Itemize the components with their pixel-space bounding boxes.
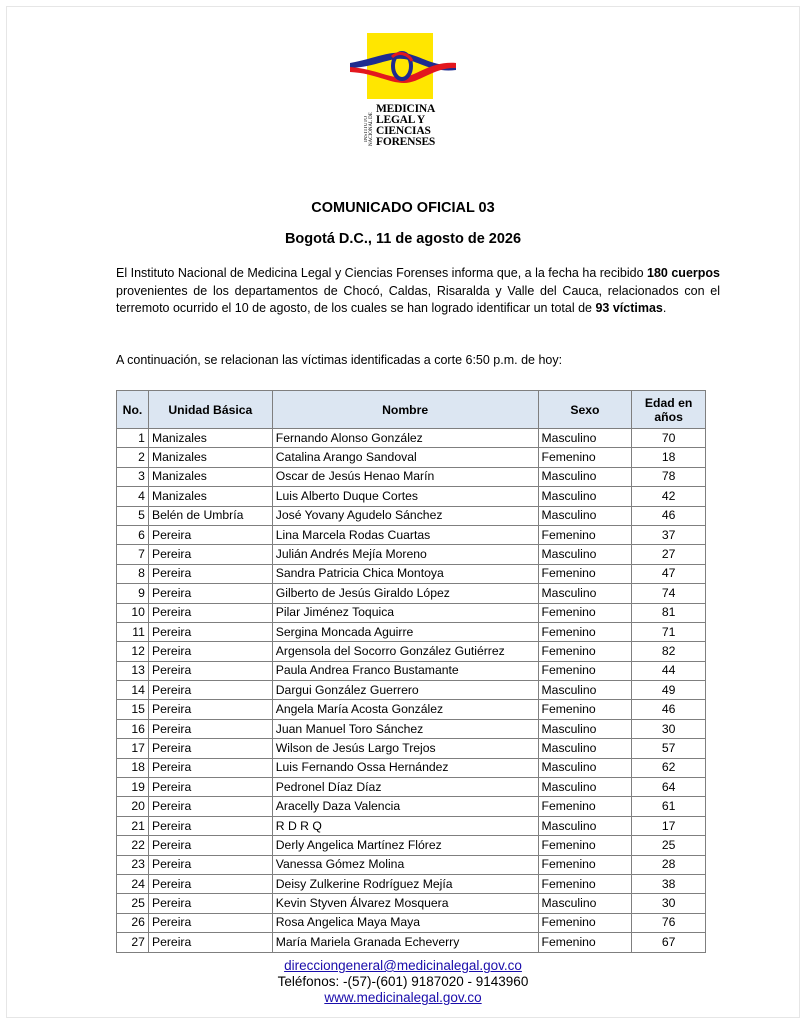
cell-no: 17 xyxy=(117,739,149,758)
cell-sexo: Femenino xyxy=(538,525,632,544)
cell-sexo: Femenino xyxy=(538,603,632,622)
cell-nombre: Fernando Alonso González xyxy=(272,429,538,448)
cell-sexo: Femenino xyxy=(538,797,632,816)
email-link[interactable]: direcciongeneral@medicinalegal.gov.co xyxy=(284,958,522,973)
cell-unidad: Pereira xyxy=(148,642,272,661)
cell-no: 23 xyxy=(117,855,149,874)
table-row xyxy=(117,719,706,738)
table-row xyxy=(117,933,706,952)
cell-no: 21 xyxy=(117,816,149,835)
table-row xyxy=(117,739,706,758)
table-row xyxy=(117,874,706,893)
cell-nombre: Derly Angelica Martínez Flórez xyxy=(272,836,538,855)
cell-edad: 64 xyxy=(632,778,706,797)
cell-sexo: Femenino xyxy=(538,700,632,719)
cell-edad: 30 xyxy=(632,894,706,913)
cell-no: 10 xyxy=(117,603,149,622)
cell-edad: 61 xyxy=(632,797,706,816)
cell-sexo: Femenino xyxy=(538,642,632,661)
cell-sexo: Masculino xyxy=(538,778,632,797)
table-row xyxy=(117,642,706,661)
cell-unidad: Manizales xyxy=(148,448,272,467)
institute-logo xyxy=(348,33,460,155)
cell-unidad: Pereira xyxy=(148,661,272,680)
header-edad: Edad en años xyxy=(632,391,706,429)
table-row xyxy=(117,584,706,603)
table-row xyxy=(117,816,706,835)
cell-no: 15 xyxy=(117,700,149,719)
cell-unidad: Manizales xyxy=(148,429,272,448)
cell-unidad: Pereira xyxy=(148,681,272,700)
cell-sexo: Masculino xyxy=(538,584,632,603)
cell-no: 6 xyxy=(117,525,149,544)
cell-sexo: Masculino xyxy=(538,894,632,913)
table-row xyxy=(117,855,706,874)
cell-nombre: Sandra Patricia Chica Montoya xyxy=(272,564,538,583)
cell-unidad: Pereira xyxy=(148,525,272,544)
cell-unidad: Pereira xyxy=(148,797,272,816)
header-sexo: Sexo xyxy=(538,391,632,429)
table-row xyxy=(117,836,706,855)
cell-sexo: Femenino xyxy=(538,874,632,893)
header-nombre: Nombre xyxy=(272,391,538,429)
cell-sexo: Masculino xyxy=(538,429,632,448)
table-row xyxy=(117,467,706,486)
cell-edad: 76 xyxy=(632,913,706,932)
cell-nombre: Paula Andrea Franco Bustamante xyxy=(272,661,538,680)
cell-no: 5 xyxy=(117,506,149,525)
cell-unidad: Belén de Umbría xyxy=(148,506,272,525)
cell-unidad: Pereira xyxy=(148,564,272,583)
cell-sexo: Masculino xyxy=(538,487,632,506)
cell-sexo: Masculino xyxy=(538,467,632,486)
table-row xyxy=(117,797,706,816)
cell-nombre: Sergina Moncada Aguirre xyxy=(272,622,538,641)
cell-sexo: Femenino xyxy=(538,836,632,855)
table-row xyxy=(117,487,706,506)
cell-edad: 47 xyxy=(632,564,706,583)
list-intro-paragraph: A continuación, se relacionan las víctimas identificadas a corte 6:50 p.m. de hoy: xyxy=(116,353,563,367)
cell-no: 27 xyxy=(117,933,149,952)
cell-nombre: Angela María Acosta González xyxy=(272,700,538,719)
cell-sexo: Masculino xyxy=(538,545,632,564)
cell-sexo: Femenino xyxy=(538,661,632,680)
cell-nombre: Catalina Arango Sandoval xyxy=(272,448,538,467)
cell-no: 26 xyxy=(117,913,149,932)
cell-sexo: Femenino xyxy=(538,448,632,467)
cell-nombre: María Mariela Granada Echeverry xyxy=(272,933,538,952)
table-row xyxy=(117,913,706,932)
cell-edad: 62 xyxy=(632,758,706,777)
table-row xyxy=(117,681,706,700)
cell-nombre: Wilson de Jesús Largo Trejos xyxy=(272,739,538,758)
cell-nombre: Dargui González Guerrero xyxy=(272,681,538,700)
cell-no: 18 xyxy=(117,758,149,777)
cell-unidad: Pereira xyxy=(148,913,272,932)
cell-no: 1 xyxy=(117,429,149,448)
cell-nombre: Aracelly Daza Valencia xyxy=(272,797,538,816)
cell-nombre: Luis Alberto Duque Cortes xyxy=(272,487,538,506)
document-title: COMUNICADO OFICIAL 03 xyxy=(311,200,495,216)
cell-nombre: Oscar de Jesús Henao Marín xyxy=(272,467,538,486)
cell-no: 9 xyxy=(117,584,149,603)
cell-unidad: Pereira xyxy=(148,584,272,603)
cell-edad: 38 xyxy=(632,874,706,893)
cell-edad: 30 xyxy=(632,719,706,738)
cell-edad: 17 xyxy=(632,816,706,835)
intro-paragraph: El Instituto Nacional de Medicina Legal y Ciencias Forenses informa que, a la fecha ha recibido 180 cuerpos provenientes de los departamentos de Chocó, Caldas, Risaralda y Valle del Cauca, relacionados con el terremoto ocurrido el 10 de agosto, de los cuales se han logrado identificar un total de 93 víctimas. xyxy=(116,266,720,315)
cell-no: 19 xyxy=(117,778,149,797)
cell-unidad: Pereira xyxy=(148,874,272,893)
cell-nombre: Juan Manuel Toro Sánchez xyxy=(272,719,538,738)
cell-sexo: Femenino xyxy=(538,913,632,932)
cell-unidad: Pereira xyxy=(148,855,272,874)
cell-edad: 57 xyxy=(632,739,706,758)
logo-eye-icon xyxy=(348,47,460,87)
cell-no: 13 xyxy=(117,661,149,680)
cell-sexo: Femenino xyxy=(538,933,632,952)
cell-unidad: Manizales xyxy=(148,467,272,486)
cell-edad: 70 xyxy=(632,429,706,448)
victims-table xyxy=(116,390,706,953)
cell-no: 25 xyxy=(117,894,149,913)
table-row xyxy=(117,429,706,448)
website-link[interactable]: www.medicinalegal.gov.co xyxy=(324,990,482,1005)
table-row xyxy=(117,506,706,525)
cell-nombre: José Yovany Agudelo Sánchez xyxy=(272,506,538,525)
document-date: Bogotá D.C., 11 de agosto de 2026 xyxy=(284,231,522,247)
cell-nombre: Vanessa Gómez Molina xyxy=(272,855,538,874)
table-row xyxy=(117,894,706,913)
cell-unidad: Pereira xyxy=(148,836,272,855)
cell-unidad: Pereira xyxy=(148,622,272,641)
table-row xyxy=(117,525,706,544)
cell-edad: 42 xyxy=(632,487,706,506)
cell-edad: 25 xyxy=(632,836,706,855)
cell-no: 16 xyxy=(117,719,149,738)
cell-unidad: Pereira xyxy=(148,758,272,777)
cell-sexo: Masculino xyxy=(538,816,632,835)
phones-text: Teléfonos: -(57)-(601) 9187020 - 9143960 xyxy=(277,974,529,989)
cell-no: 3 xyxy=(117,467,149,486)
cell-nombre: R D R Q xyxy=(272,816,538,835)
cell-sexo: Masculino xyxy=(538,739,632,758)
cell-edad: 44 xyxy=(632,661,706,680)
table-row xyxy=(117,758,706,777)
cell-no: 12 xyxy=(117,642,149,661)
cell-sexo: Masculino xyxy=(538,506,632,525)
cell-edad: 81 xyxy=(632,603,706,622)
header-unidad: Unidad Básica xyxy=(148,391,272,429)
cell-sexo: Masculino xyxy=(538,681,632,700)
logo-vertical-text: INSTITUTO NACIONAL DE xyxy=(364,112,374,146)
cell-no: 14 xyxy=(117,681,149,700)
table-row xyxy=(117,622,706,641)
header-no: No. xyxy=(117,391,149,429)
table-row xyxy=(117,661,706,680)
cell-sexo: Femenino xyxy=(538,855,632,874)
logo-wordmark: MEDICINA LEGAL Y CIENCIAS FORENSES xyxy=(376,103,436,148)
table-row xyxy=(117,545,706,564)
table-row xyxy=(117,603,706,622)
cell-edad: 37 xyxy=(632,525,706,544)
cell-unidad: Pereira xyxy=(148,603,272,622)
cell-edad: 78 xyxy=(632,467,706,486)
table-row xyxy=(117,448,706,467)
cell-no: 22 xyxy=(117,836,149,855)
cell-no: 24 xyxy=(117,874,149,893)
cell-nombre: Rosa Angelica Maya Maya xyxy=(272,913,538,932)
cell-edad: 27 xyxy=(632,545,706,564)
cell-unidad: Pereira xyxy=(148,778,272,797)
cell-unidad: Pereira xyxy=(148,739,272,758)
cell-sexo: Masculino xyxy=(538,758,632,777)
cell-sexo: Masculino xyxy=(538,719,632,738)
cell-unidad: Pereira xyxy=(148,719,272,738)
cell-edad: 28 xyxy=(632,855,706,874)
cell-edad: 18 xyxy=(632,448,706,467)
cell-edad: 46 xyxy=(632,700,706,719)
cell-no: 4 xyxy=(117,487,149,506)
cell-unidad: Pereira xyxy=(148,700,272,719)
table-row xyxy=(117,778,706,797)
cell-nombre: Pedronel Díaz Díaz xyxy=(272,778,538,797)
cell-unidad: Pereira xyxy=(148,894,272,913)
table-header-row xyxy=(117,391,706,429)
cell-nombre: Gilberto de Jesús Giraldo López xyxy=(272,584,538,603)
cell-edad: 67 xyxy=(632,933,706,952)
cell-nombre: Luis Fernando Ossa Hernández xyxy=(272,758,538,777)
table-row xyxy=(117,700,706,719)
cell-unidad: Pereira xyxy=(148,545,272,564)
cell-edad: 71 xyxy=(632,622,706,641)
cell-nombre: Argensola del Socorro González Gutiérrez xyxy=(272,642,538,661)
cell-edad: 74 xyxy=(632,584,706,603)
cell-sexo: Femenino xyxy=(538,622,632,641)
cell-nombre: Pilar Jiménez Toquica xyxy=(272,603,538,622)
cell-sexo: Femenino xyxy=(538,564,632,583)
cell-no: 11 xyxy=(117,622,149,641)
cell-no: 8 xyxy=(117,564,149,583)
cell-no: 20 xyxy=(117,797,149,816)
cell-edad: 46 xyxy=(632,506,706,525)
cell-unidad: Manizales xyxy=(148,487,272,506)
cell-nombre: Kevin Styven Álvarez Mosquera xyxy=(272,894,538,913)
table-row xyxy=(117,564,706,583)
cell-no: 2 xyxy=(117,448,149,467)
cell-nombre: Julián Andrés Mejía Moreno xyxy=(272,545,538,564)
cell-edad: 82 xyxy=(632,642,706,661)
cell-unidad: Pereira xyxy=(148,816,272,835)
cell-nombre: Lina Marcela Rodas Cuartas xyxy=(272,525,538,544)
cell-no: 7 xyxy=(117,545,149,564)
cell-edad: 49 xyxy=(632,681,706,700)
cell-unidad: Pereira xyxy=(148,933,272,952)
cell-nombre: Deisy Zulkerine Rodríguez Mejía xyxy=(272,874,538,893)
